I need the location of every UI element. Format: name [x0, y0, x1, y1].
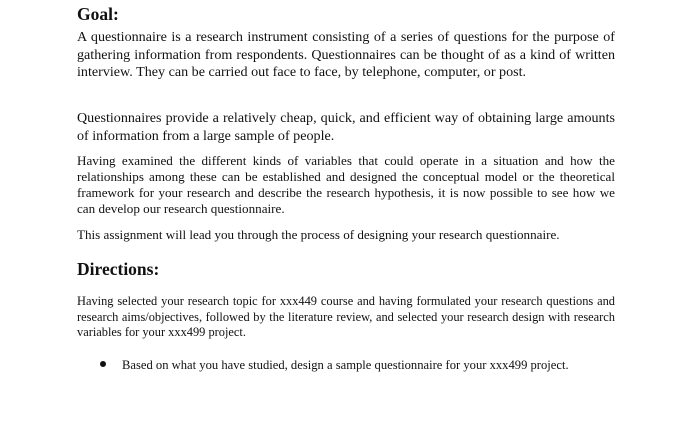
bullet-icon	[100, 361, 106, 367]
goal-paragraph-2: Questionnaires provide a relatively cheap, quick, and efficient way of obtaining large amounts of information from a large sample of people.	[77, 110, 615, 144]
goal-paragraph-1: A questionnaire is a research instrument consisting of a series of questions for the purpose of gathering information from respondents. Questionnaires can be thought of as a kind of written interview. They can be carried out face to face, by telephone, computer, or post.	[77, 29, 615, 80]
directions-bullet-list	[100, 357, 569, 373]
goal-paragraph-4: This assignment will lead you through the process of designing your research questionnaire.	[77, 227, 560, 242]
list-item	[100, 357, 569, 373]
goal-heading: Goal:	[77, 4, 119, 24]
goal-paragraph-3: Having examined the different kinds of variables that could operate in a situation and how the relationships among these can be established and designed the conceptual model or the theoretical framework for your research and describe the research hypothesis, it is now possible to see how we can develop our research questionnaire.	[77, 153, 615, 216]
bullet-text: Based on what you have studied, design a sample questionnaire for your xxx499 project.	[122, 358, 569, 372]
directions-heading: Directions:	[77, 259, 160, 279]
directions-paragraph: Having selected your research topic for xxx449 course and having formulated your research questions and research aims/objectives, followed by the literature review, and selected your research design with research variables for your xxx499 project.	[77, 294, 615, 339]
